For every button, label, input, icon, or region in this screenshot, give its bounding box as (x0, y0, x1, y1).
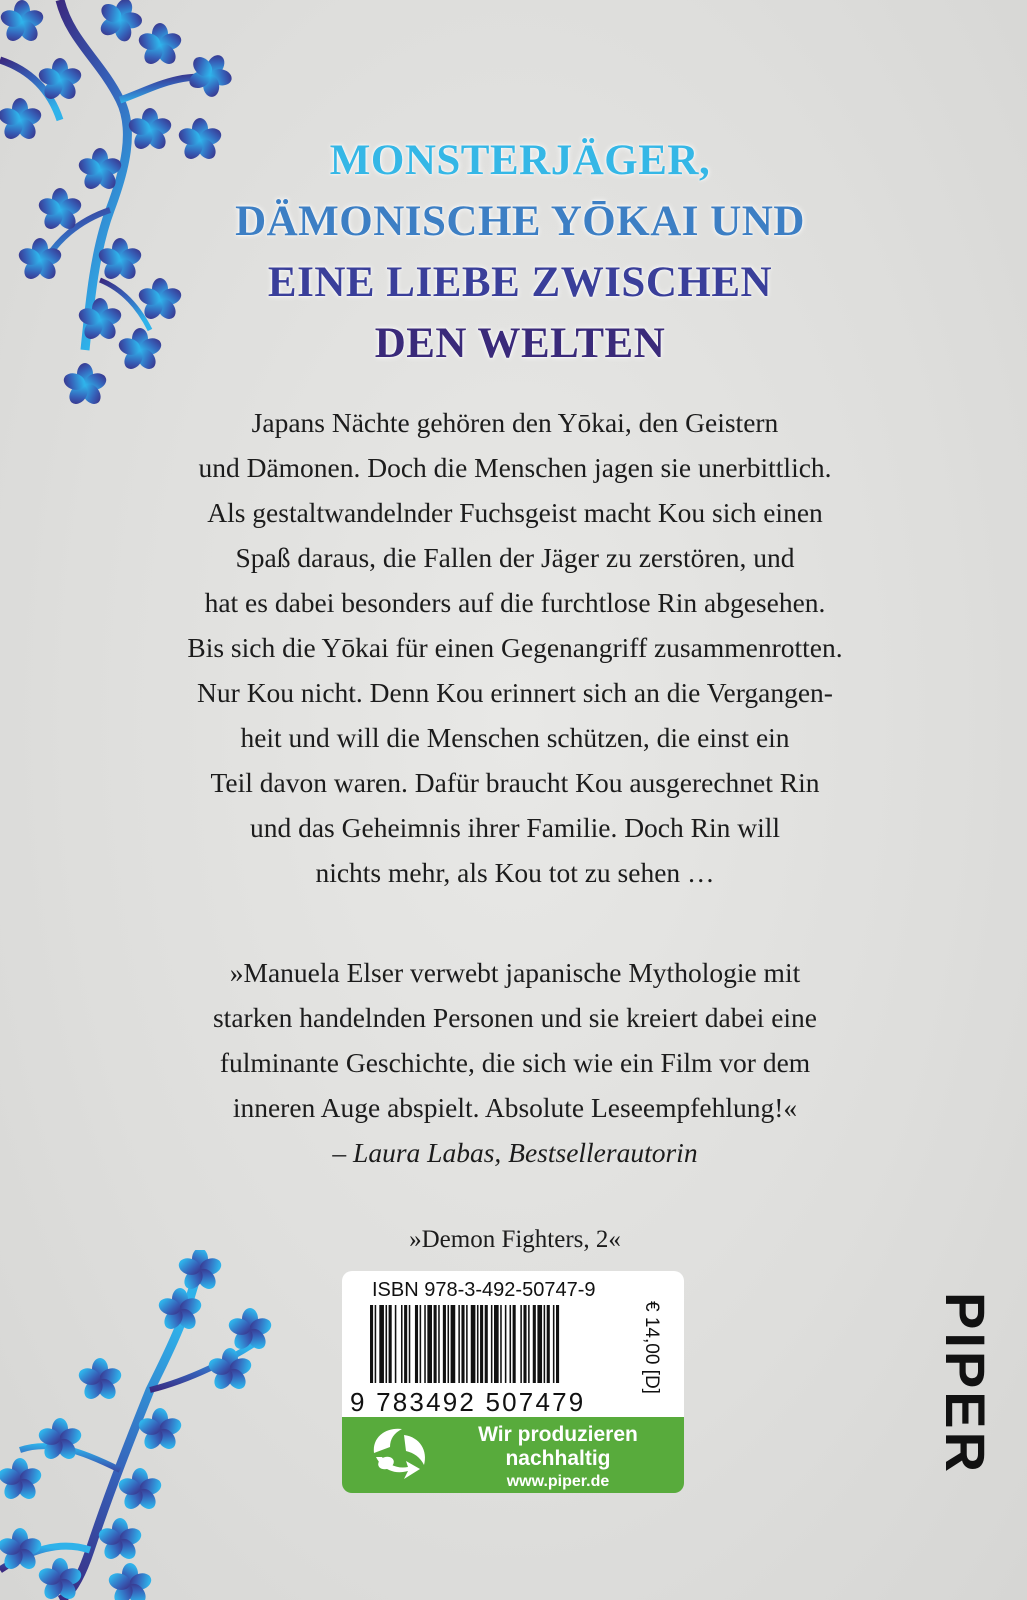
barcode-bar (523, 1305, 526, 1383)
barcode-bar (448, 1305, 450, 1383)
headline-line-4: DEN WELTEN (374, 320, 666, 367)
eco-badge (342, 1417, 684, 1493)
barcode-bar (466, 1305, 468, 1383)
blurb-line: nichts mehr, als Kou tot zu sehen … (315, 857, 715, 888)
barcode-bar (485, 1305, 488, 1383)
barcode-bar (409, 1305, 411, 1383)
eco-url: www.piper.de (506, 1473, 610, 1490)
blurb-text (120, 400, 910, 895)
barcode-bar (434, 1305, 437, 1383)
headline-line-2: DÄMONISCHE YŌKAI UND (235, 198, 805, 245)
barcode-bar (520, 1305, 522, 1383)
barcode-bar (401, 1305, 403, 1383)
barcode-bar (375, 1305, 377, 1383)
review-quote (120, 950, 910, 1175)
headline-line-3: EINE LIEBE ZWISCHEN (267, 259, 773, 306)
barcode-bars (370, 1305, 620, 1391)
barcode-bar (547, 1305, 550, 1383)
barcode-bar (544, 1305, 546, 1383)
barcode-bar (424, 1305, 426, 1383)
blurb-line: und das Geheimnis ihrer Familie. Doch Rin will (249, 812, 781, 843)
barcode-bar (370, 1305, 373, 1383)
blurb-line: Bis sich die Yōkai für einen Gegenangriff zusammenrotten. (187, 632, 843, 663)
isbn-label: ISBN 978-3-492-50747-9 (372, 1279, 596, 1301)
barcode-panel (342, 1271, 684, 1417)
headline-line-1: MONSTERJÄGER, (329, 137, 711, 184)
barcode-bar (556, 1305, 559, 1383)
barcode-bar (386, 1305, 388, 1383)
barcode-bar (513, 1305, 516, 1383)
eco-line-1: Wir produzieren (478, 1423, 638, 1446)
barcode-bar (553, 1305, 555, 1383)
price-label: € 14,00 [D] (641, 1301, 662, 1394)
barcode-bar (420, 1305, 422, 1383)
barcode-bar (458, 1305, 460, 1383)
series-label: »Demon Fighters, 2« (409, 1226, 621, 1253)
headline (140, 130, 900, 374)
barcode-bar (477, 1305, 479, 1383)
blurb-line: hat es dabei besonders auf die furchtlose Rin abgesehen. (204, 587, 826, 618)
blurb-line: Japans Nächte gehören den Yōkai, den Geistern (251, 407, 779, 438)
quote-attribution: – Laura Labas, Bestsellerautorin (332, 1137, 698, 1168)
barcode-bar (505, 1305, 507, 1383)
eco-line-2: nachhaltig (505, 1447, 611, 1470)
barcode-bar (443, 1305, 446, 1383)
barcode-bar (491, 1305, 493, 1383)
barcode-bar (471, 1305, 476, 1383)
blurb-line: Spaß daraus, die Fallen der Jäger zu zerstören, und (235, 542, 795, 573)
blurb-line: Teil davon waren. Dafür braucht Kou ausgerechnet Rin (210, 767, 820, 798)
bottom-branch-illustration (0, 1250, 300, 1600)
blurb-line: heit und will die Menschen schützen, die einst ein (240, 722, 790, 753)
barcode-bar (427, 1305, 432, 1383)
blurb-line: und Dämonen. Doch die Menschen jagen sie unerbittlich. (198, 452, 832, 483)
barcode-bar (510, 1305, 512, 1383)
barcode-bar (395, 1305, 397, 1383)
barcode-bar (537, 1305, 542, 1383)
quote-line: »Manuela Elser verwebt japanische Mythologie mit (229, 957, 801, 988)
barcode-bar (415, 1305, 418, 1383)
barcode-bar (528, 1305, 530, 1383)
quote-line: fulminante Geschichte, die sich wie ein Film vor dem (219, 1047, 811, 1078)
barcode-bar (494, 1305, 499, 1383)
barcode-bar (533, 1305, 536, 1383)
barcode-bar (461, 1305, 464, 1383)
publisher-logo: PIPER (934, 1292, 997, 1476)
quote-line: starken handelnden Personen und sie kreiert dabei eine (212, 1002, 818, 1033)
barcode-bar (451, 1305, 456, 1383)
recycle-leaf-icon (364, 1423, 432, 1487)
blurb-line: Nur Kou nicht. Denn Kou erinnert sich an die Vergangen- (197, 677, 833, 708)
barcode-bar (404, 1305, 407, 1383)
barcode-bar (500, 1305, 502, 1383)
barcode-bar (389, 1305, 392, 1383)
eco-text (440, 1423, 676, 1493)
ean-digits: 9 783492 507479 (350, 1387, 586, 1417)
barcode-bar (438, 1305, 440, 1383)
blurb-line: Als gestaltwandelnder Fuchsgeist macht Kou sich einen (207, 497, 823, 528)
barcode-bar (480, 1305, 483, 1383)
barcode-bar (379, 1305, 384, 1383)
quote-line: inneren Auge abspielt. Absolute Leseempfehlung!« (232, 1092, 798, 1123)
